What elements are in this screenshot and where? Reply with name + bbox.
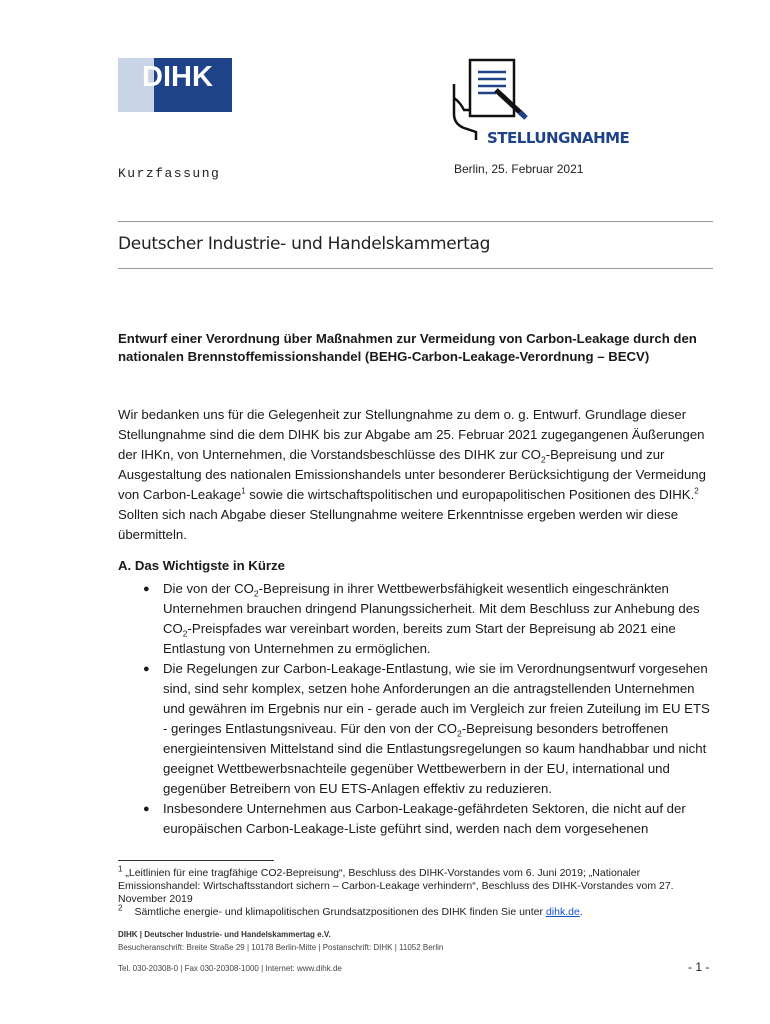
bullet-icon: ●	[143, 803, 150, 815]
footnote-2-text: Sämtliche energie- und klimapolitischen Grundsatzpositionen des DIHK finden Sie unter	[134, 906, 546, 918]
logo-text: DIHK	[142, 61, 213, 93]
section-a-heading: A. Das Wichtigste in Kürze	[118, 558, 285, 573]
intro-paragraph	[118, 405, 718, 545]
bullet-1-text-c: -Preispfades war vereinbart worden, bereits zum Start der Bepreisung ab 2021 eine Entlastung von Unternehmen zu ermöglichen.	[163, 621, 676, 656]
document-date: Berlin, 25. Februar 2021	[454, 162, 584, 176]
intro-text-3: sowie die wirtschaftspolitischen und europapolitischen Positionen des DIHK.	[245, 487, 695, 502]
bullet-1-text-a: Die von der CO	[163, 581, 254, 596]
dihk-logo	[118, 58, 232, 112]
co2-subscript: 2	[253, 588, 259, 599]
document-hand-icon	[448, 58, 528, 140]
bullet-2-text-b: -Bepreisung besonders betroffenen energieintensiven Mittelstand sind die Entlastungsregelungen so kaum handhabbar und nicht geeignet Wettbewerbsnachteile gegenüber Wettbewerbern in der EU, international und gegenüber Betreibern von EU ETS-Anlagen effektiv zu reduzieren.	[163, 721, 707, 796]
footnote-1	[118, 864, 718, 906]
top-divider	[118, 221, 713, 222]
footnote-2-end: .	[579, 906, 583, 918]
bullet-2-text-a: Die Regelungen zur Carbon-Leakage-Entlastung, wie sie im Verordnungsentwurf vorgesehen sind, sind sehr komplex, setzen hohe Anforderungen an die antragstellenden Unternehmen und gewähren im Ergebnis nur ein - gerade auch im Vergleich zur freien Zuteilung im EU ETS - geringes Entlastungsniveau. Für den von der CO	[163, 661, 710, 736]
title-divider	[118, 268, 713, 269]
co2-subscript: 2	[540, 454, 546, 465]
footnote-1-text: „Leitlinien für eine tragfähige CO2-Bepreisung“, Beschluss des DIHK-Vorstandes vom 6. Juni 2019; „Nationaler Emissionshandel: Wirtschaftsstandort sichern – Carbon-Leakage verhindern“, Beschluss des DIHK-Vorstandes vom 27. November 2019	[118, 867, 674, 905]
bullet-1-text-b: -Bepreisung in ihrer Wettbewerbsfähigkeit wesentlich eingeschränkten Unternehmen brauchen dringend Planungssicherheit. Mit dem Beschluss zur Anhebung des CO	[163, 581, 700, 636]
footer-contact: Tel. 030-20308-0 | Fax 030-20308-1000 | Internet: www.dihk.de	[118, 964, 342, 973]
bullet-icon: ●	[143, 583, 150, 595]
intro-text-2: -Bepreisung und zur Ausgestaltung des nationalen Emissionshandels unter besonderer Berücksichtigung der Vermeidung von Carbon-Leakage	[118, 447, 706, 502]
list-item	[118, 659, 716, 799]
footnote-ref-1[interactable]: 1	[241, 486, 246, 496]
dihk-link[interactable]: dihk.de	[545, 906, 580, 918]
bullet-3-text: Insbesondere Unternehmen aus Carbon-Leakage-gefährdeten Sektoren, die nicht auf der europäischen Carbon-Leakage-Liste geführt sind, werden nach dem vorgesehenen	[163, 801, 686, 836]
bullet-icon: ●	[143, 663, 150, 675]
footer-organization: DIHK | Deutscher Industrie- und Handelskammertag e.V.	[118, 930, 331, 939]
footnote-2-number: 2	[118, 903, 123, 913]
page-number: - 1 -	[688, 960, 710, 974]
kurzfassung-label: Kurzfassung	[118, 166, 221, 181]
footer-address: Besucheranschrift: Breite Straße 29 | 10178 Berlin-Mitte | Postanschrift: DIHK | 11052 Berlin	[118, 943, 444, 952]
co2-subscript: 2	[182, 628, 188, 639]
intro-text-4: Sollten sich nach Abgabe dieser Stellungnahme weitere Erkenntnisse ergeben werden wir diese übermitteln.	[118, 507, 679, 542]
footnote-2	[118, 903, 718, 919]
footnote-1-number: 1	[118, 864, 123, 874]
document-title: Entwurf einer Verordnung über Maßnahmen zur Vermeidung von Carbon-Leakage durch den nationalen Brennstoffemissionshandel (BEHG-Carbon-Leakage-Verordnung – BECV)	[118, 331, 697, 364]
list-item	[118, 579, 716, 659]
co2-subscript: 2	[456, 728, 462, 739]
intro-text-1: Wir bedanken uns für die Gelegenheit zur Stellungnahme zu dem o. g. Entwurf. Grundlage dieser Stellungnahme sind die dem DIHK bis zur Abgabe am 25. Februar 2021 zugegangenen Äußerungen der IHKn, von Unternehmen, die Vorstandsbeschlüsse des DIHK zur CO	[118, 407, 705, 462]
footnote-ref-2[interactable]: 2	[694, 486, 699, 496]
organization-title: Deutscher Industrie- und Handelskammertag	[118, 234, 491, 254]
summary-list	[118, 579, 716, 839]
footnote-divider	[118, 860, 274, 861]
stellungnahme-label: STELLUNGNAHME	[487, 129, 630, 147]
list-item	[118, 799, 716, 839]
